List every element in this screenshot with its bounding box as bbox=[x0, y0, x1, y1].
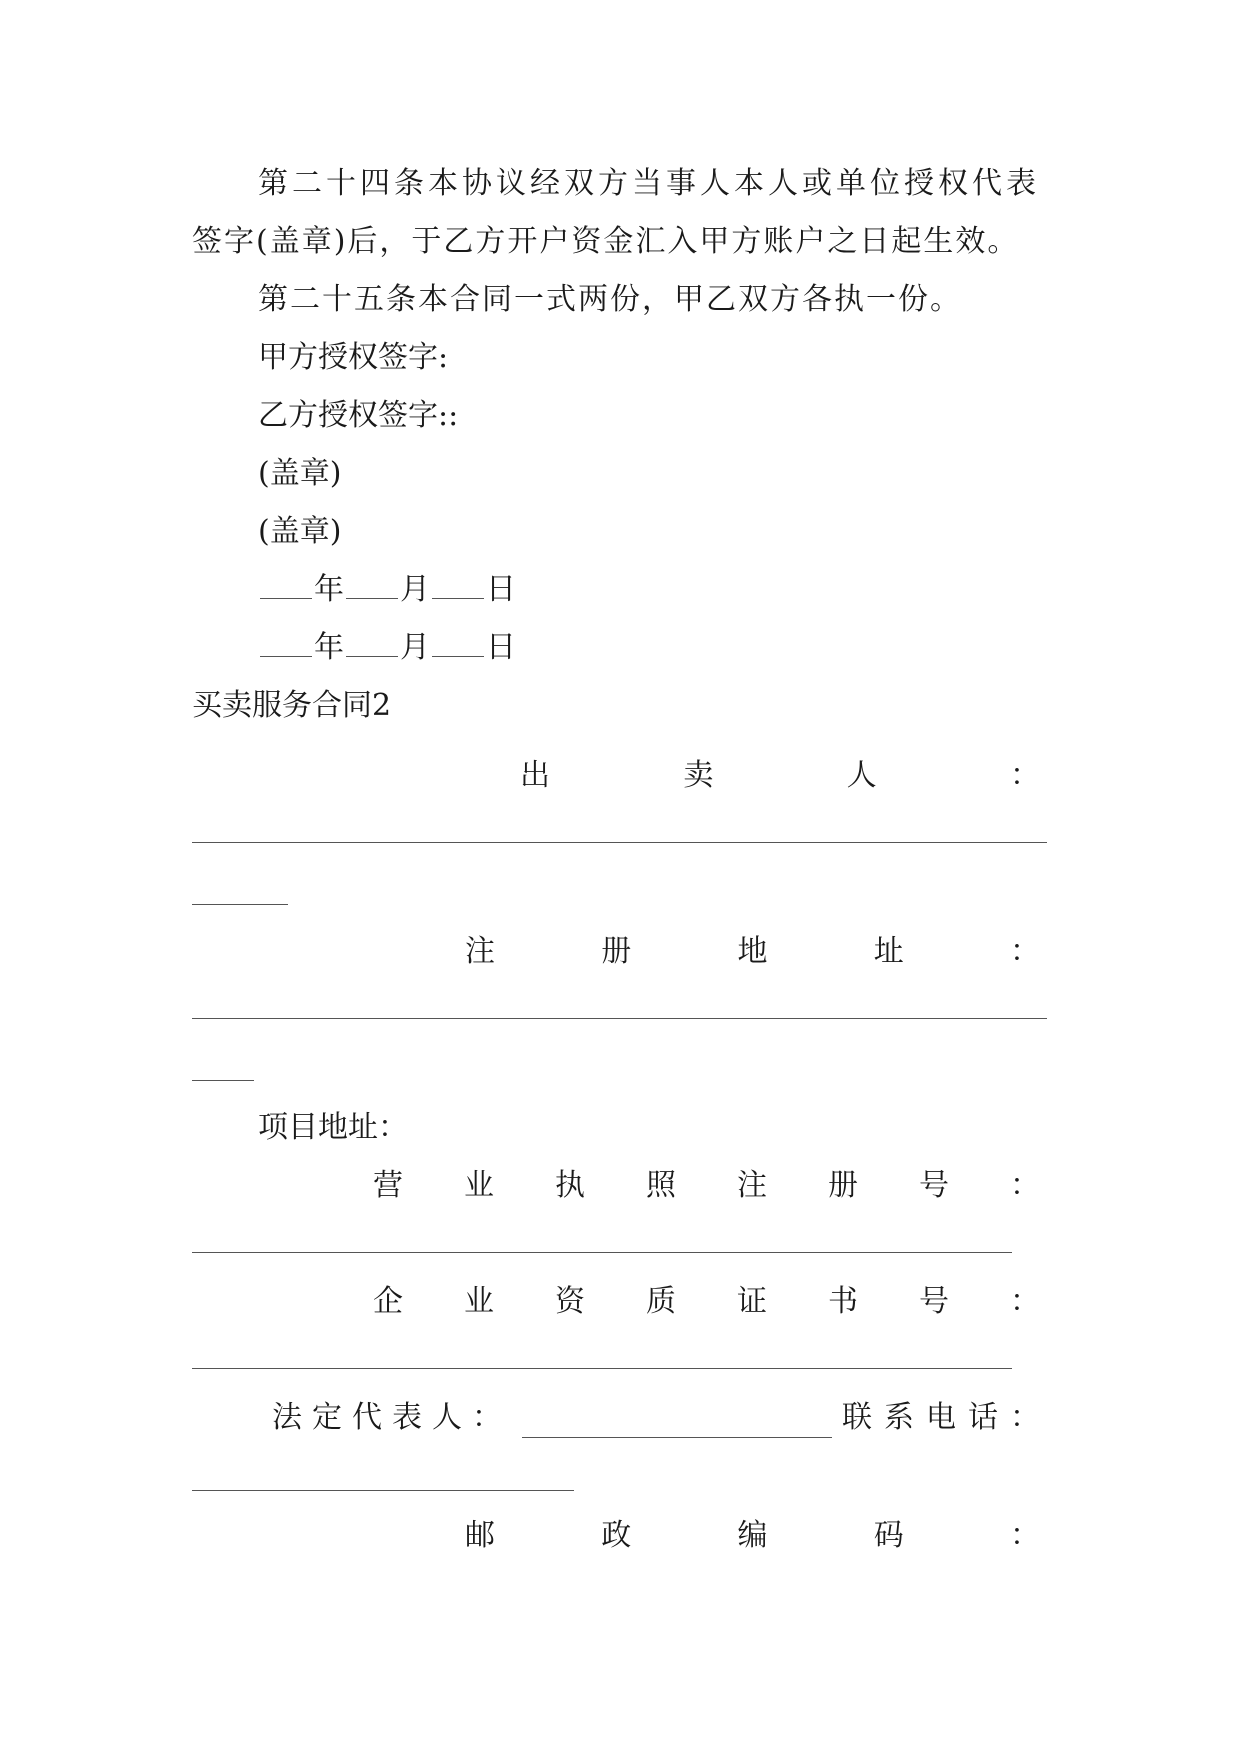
qualification-no-char: 资 bbox=[555, 1284, 585, 1319]
seller-label bbox=[520, 756, 1040, 796]
license-no-char: 业 bbox=[464, 1168, 494, 1203]
postcode-char: 编 bbox=[737, 1518, 768, 1553]
party-a-signature-label: 甲方授权签字: bbox=[258, 340, 449, 375]
qualification-no-char: 证 bbox=[737, 1284, 767, 1319]
party-b-seal: (盖章) bbox=[258, 514, 342, 549]
reg-address-blank-line-cont bbox=[192, 1080, 254, 1081]
project-address-label: 项目地址： bbox=[258, 1110, 408, 1145]
license-no-char: ： bbox=[1010, 1168, 1040, 1203]
reg-address-char: ： bbox=[1010, 934, 1040, 969]
year-label: 年 bbox=[314, 572, 344, 607]
legal-rep-phone-row bbox=[272, 1398, 1052, 1438]
license-no-label bbox=[373, 1166, 1040, 1206]
qualification-no-char: 质 bbox=[646, 1284, 676, 1319]
postcode-char: 政 bbox=[601, 1518, 632, 1553]
reg-address-char: 注 bbox=[465, 934, 495, 969]
year-label: 年 bbox=[314, 630, 344, 665]
license-no-char: 营 bbox=[373, 1168, 403, 1203]
postcode-label bbox=[465, 1516, 1040, 1556]
legal-rep-blank bbox=[522, 1409, 832, 1438]
clause-24-line2: 签字(盖章)后，于乙方开户资金汇入甲方账户之日起生效。 bbox=[192, 224, 1020, 259]
reg-address-label bbox=[465, 932, 1040, 972]
qualification-no-char: ： bbox=[1010, 1284, 1040, 1319]
postcode-char: 码 bbox=[873, 1518, 904, 1553]
seller-char: 出 bbox=[520, 758, 550, 793]
license-no-blank-line bbox=[192, 1252, 1012, 1253]
reg-address-char: 地 bbox=[737, 934, 768, 969]
license-no-char: 号 bbox=[919, 1168, 949, 1203]
qualification-no-char: 书 bbox=[828, 1284, 858, 1319]
clause-25: 第二十五条本合同一式两份，甲乙双方各执一份。 bbox=[258, 282, 962, 317]
postcode-char: ： bbox=[1010, 1518, 1040, 1553]
contract2-title: 买卖服务合同2 bbox=[192, 688, 392, 723]
year-blank bbox=[260, 570, 312, 599]
seller-char: 人 bbox=[846, 758, 877, 793]
phone-blank-line bbox=[192, 1490, 574, 1491]
date-line-a bbox=[258, 570, 516, 610]
reg-address-blank-line bbox=[192, 1018, 1047, 1019]
year-blank bbox=[260, 628, 312, 657]
party-b-signature-label: 乙方授权签字:: bbox=[258, 398, 459, 433]
license-no-char: 注 bbox=[737, 1168, 767, 1203]
month-label: 月 bbox=[400, 630, 430, 665]
date-line-b bbox=[258, 628, 516, 668]
seller-blank-line bbox=[192, 842, 1047, 843]
qualification-no-char: 号 bbox=[919, 1284, 949, 1319]
day-blank bbox=[432, 628, 484, 657]
reg-address-char: 址 bbox=[873, 934, 904, 969]
party-a-seal: (盖章) bbox=[258, 456, 342, 491]
legal-rep-label: 法定代表人： bbox=[272, 1400, 512, 1435]
license-no-char: 照 bbox=[646, 1168, 676, 1203]
month-label: 月 bbox=[400, 572, 430, 607]
seller-char: ： bbox=[1009, 758, 1040, 793]
qualification-no-label bbox=[373, 1282, 1040, 1322]
postcode-char: 邮 bbox=[465, 1518, 495, 1553]
clause-24-line1: 第二十四条本协议经双方当事人本人或单位授权代表 bbox=[258, 166, 1040, 201]
license-no-char: 册 bbox=[828, 1168, 858, 1203]
qualification-no-char: 业 bbox=[464, 1284, 494, 1319]
day-label: 日 bbox=[486, 630, 516, 665]
day-label: 日 bbox=[486, 572, 516, 607]
seller-char: 卖 bbox=[683, 758, 714, 793]
license-no-char: 执 bbox=[555, 1168, 585, 1203]
month-blank bbox=[346, 570, 398, 599]
qualification-no-blank-line bbox=[192, 1368, 1012, 1369]
seller-blank-line-cont bbox=[192, 904, 288, 905]
qualification-no-char: 企 bbox=[373, 1284, 403, 1319]
day-blank bbox=[432, 570, 484, 599]
phone-label: 联系电话： bbox=[842, 1400, 1052, 1435]
reg-address-char: 册 bbox=[601, 934, 632, 969]
month-blank bbox=[346, 628, 398, 657]
